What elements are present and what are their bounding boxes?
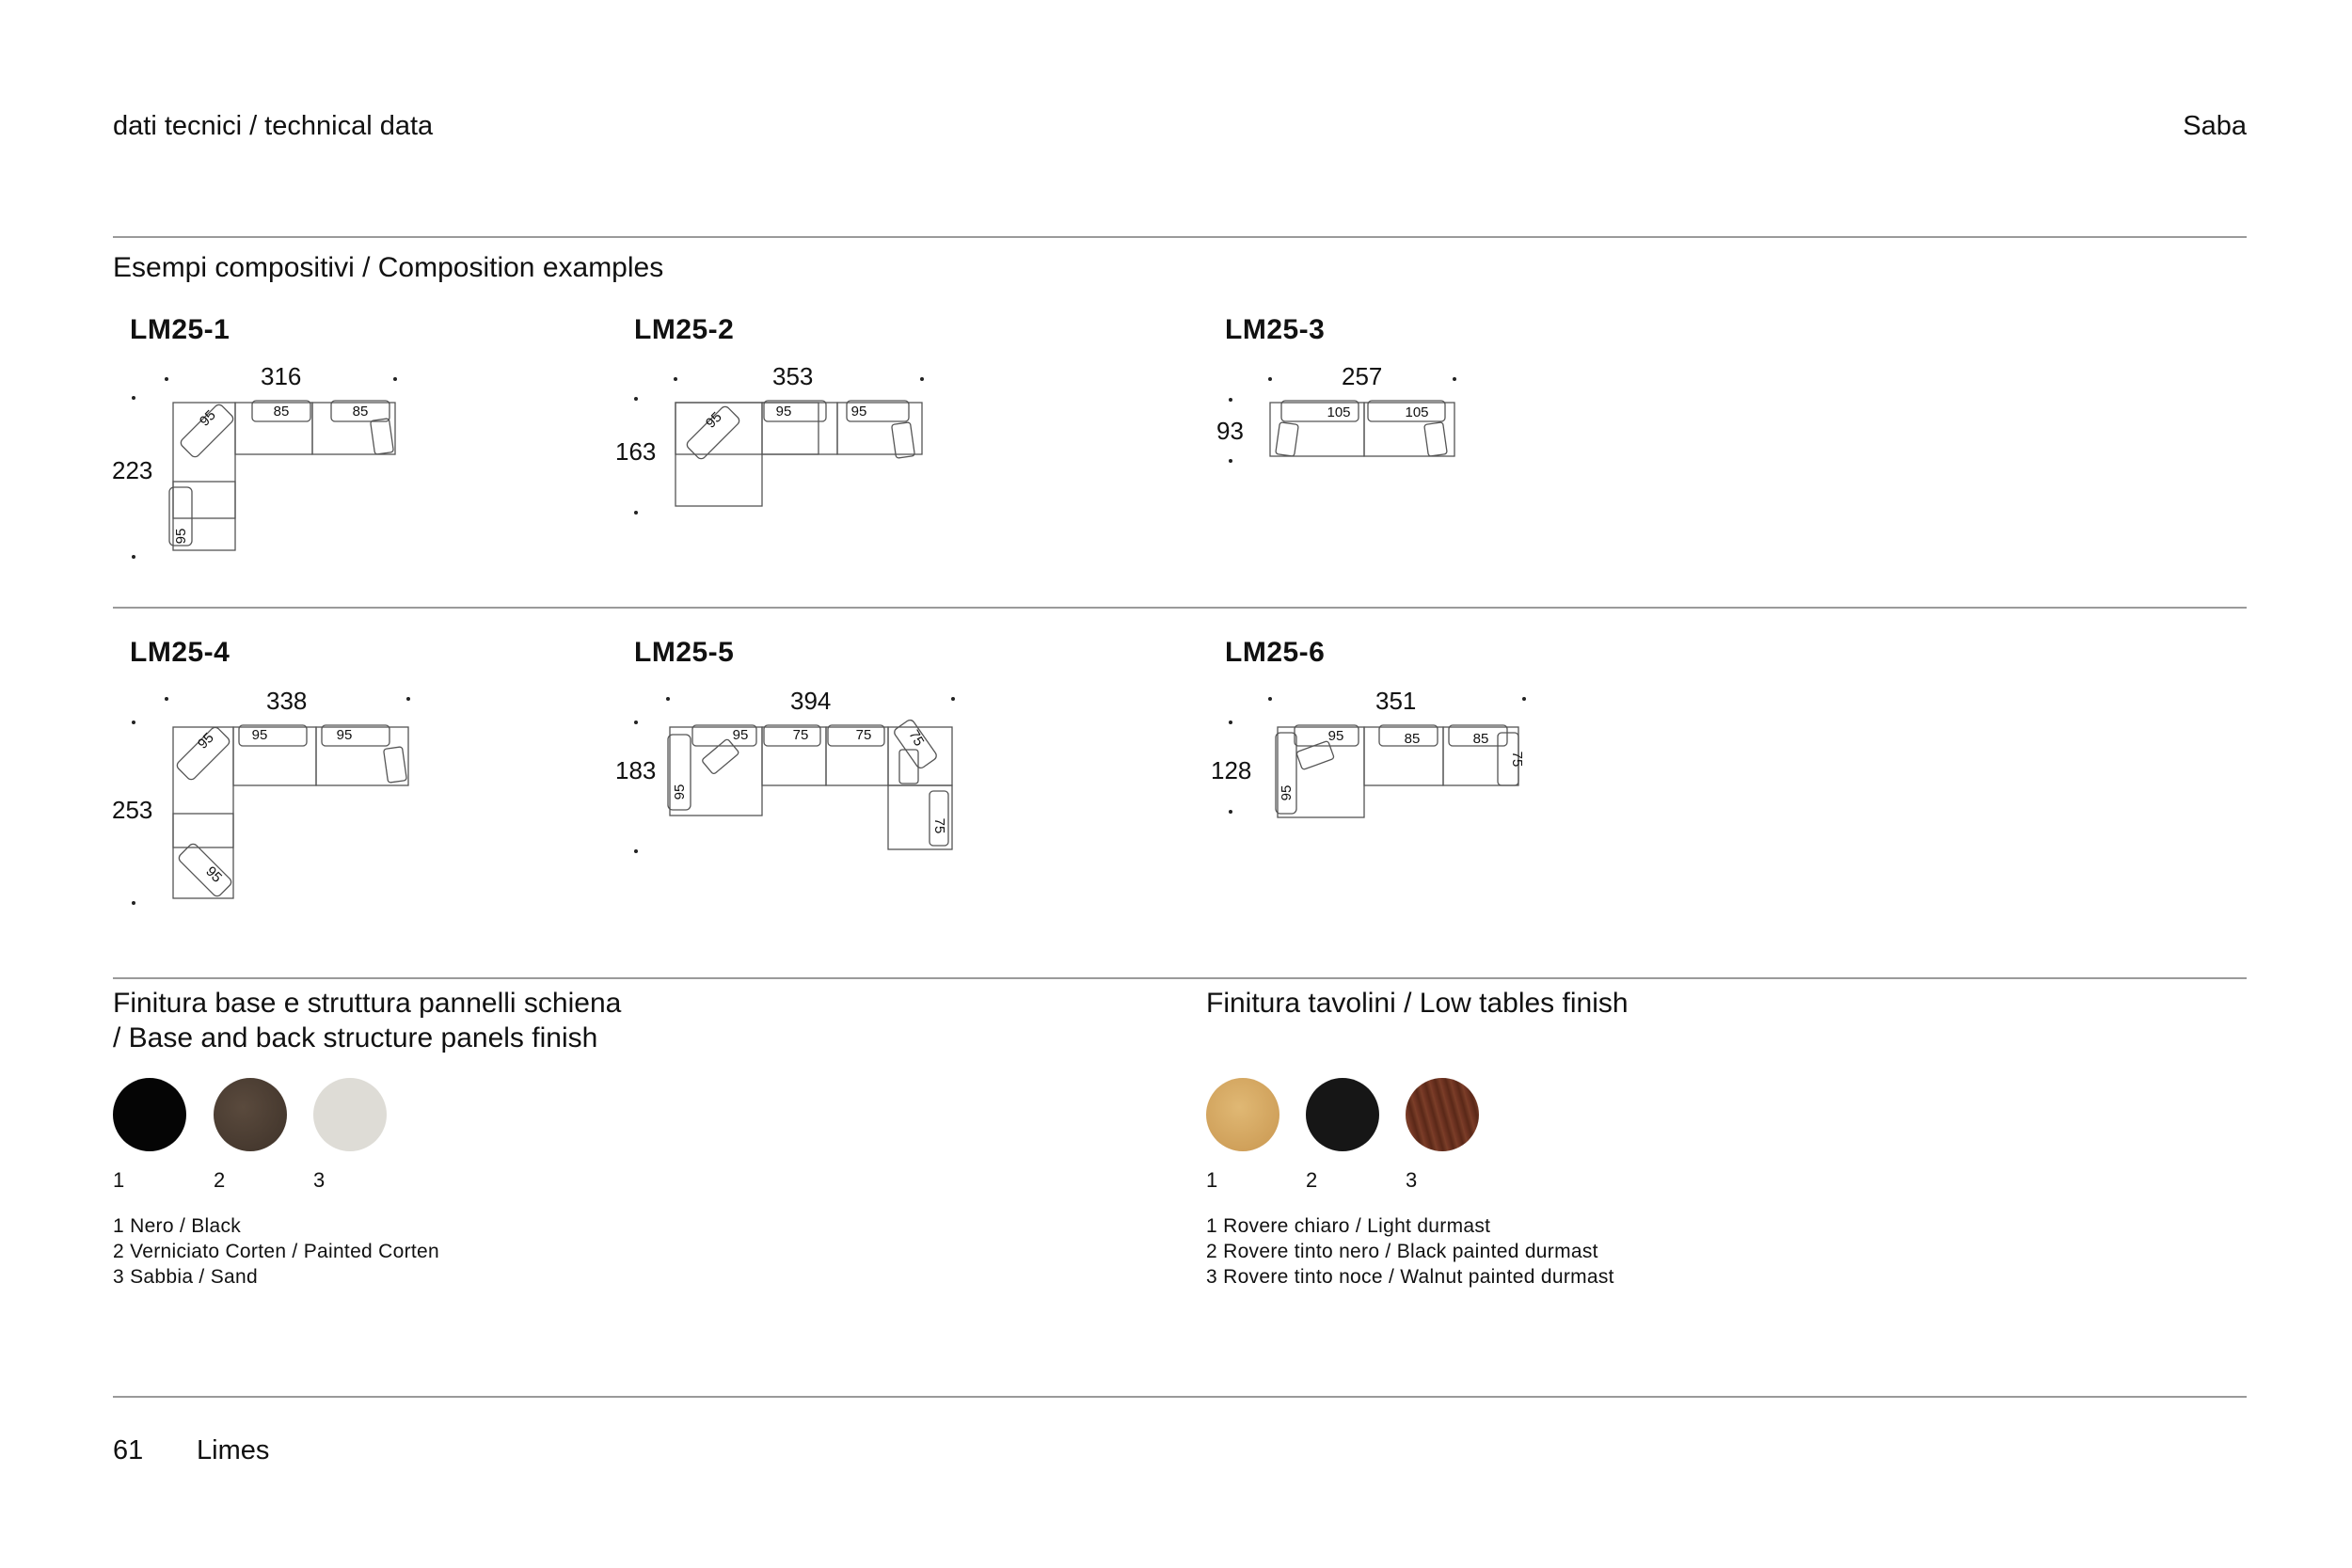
swatch-number: 3 [1406, 1168, 1418, 1192]
seat-label: 95 [202, 863, 226, 886]
seat-label: 95 [732, 727, 749, 743]
divider-middle [113, 607, 2247, 609]
finish-swatch-light-durmast [1206, 1078, 1279, 1151]
width-dimension: 257 [1342, 362, 1383, 390]
sofa-diagram-lm25-2 [621, 367, 941, 527]
finish-swatch-sand [313, 1078, 387, 1151]
finish-swatch-black [113, 1078, 186, 1151]
seat-label: 95 [251, 727, 268, 743]
seat-label: 95 [1327, 728, 1344, 744]
legend-item: 2 Verniciato Corten / Painted Corten [113, 1241, 439, 1262]
depth-dimension: 183 [615, 756, 657, 784]
depth-dimension: 223 [112, 456, 153, 484]
seat-label: 85 [1404, 731, 1421, 747]
seat-label: 95 [336, 727, 353, 743]
sofa-diagram-lm25-1 [113, 367, 414, 574]
seat-label: 95 [196, 406, 219, 430]
depth-dimension: 253 [112, 796, 153, 824]
legend-item: 1 Rovere chiaro / Light durmast [1206, 1215, 1491, 1237]
depth-dimension: 163 [615, 437, 657, 466]
base-finish-title-line1: Finitura base e struttura pannelli schiena [113, 988, 622, 1019]
base-finish-title-line2: / Base and back structure panels finish [113, 1022, 598, 1053]
composition-code: LM25-1 [130, 314, 230, 345]
tables-finish-legend [1206, 1213, 1614, 1290]
sofa-diagram-lm25-3 [1214, 367, 1477, 480]
seat-label: 85 [1472, 731, 1489, 747]
composition-code: LM25-3 [1225, 314, 1326, 345]
composition-code: LM25-5 [634, 637, 735, 668]
seat-label: 95 [775, 404, 792, 420]
seat-label: 95 [702, 408, 725, 432]
width-dimension: 338 [266, 687, 308, 715]
composition-code: LM25-4 [130, 637, 230, 668]
base-finish-title [113, 986, 621, 1055]
header-product-name: Saba [2183, 111, 2247, 141]
seat-label: 85 [273, 404, 290, 420]
compositions-title: Esempi compositivi / Composition examples [113, 252, 664, 283]
seat-label: 75 [931, 817, 947, 834]
swatch-number: 1 [113, 1168, 125, 1192]
finish-swatch-walnut-durmast [1406, 1078, 1479, 1151]
seat-label: 75 [792, 727, 809, 743]
swatch-number: 3 [313, 1168, 326, 1192]
legend-item: 2 Rovere tinto nero / Black painted durmast [1206, 1241, 1598, 1262]
legend-item: 3 Sabbia / Sand [113, 1266, 258, 1288]
tables-finish-title: Finitura tavolini / Low tables finish [1206, 988, 1629, 1019]
depth-dimension: 128 [1211, 756, 1252, 784]
seat-label: 105 [1327, 404, 1351, 420]
seat-label: 105 [1405, 404, 1429, 420]
width-dimension: 394 [790, 687, 832, 715]
legend-item: 1 Nero / Black [113, 1215, 242, 1237]
seat-label: 95 [672, 784, 688, 800]
base-finish-legend [113, 1213, 439, 1290]
width-dimension: 353 [772, 362, 814, 390]
seat-label: 75 [855, 727, 872, 743]
divider-top [113, 236, 2247, 238]
seat-label: 75 [905, 727, 928, 750]
header-section-title: dati tecnici / technical data [113, 111, 434, 141]
sofa-diagram-lm25-5 [621, 691, 969, 870]
seat-label: 75 [1509, 751, 1525, 768]
legend-item: 3 Rovere tinto noce / Walnut painted durmast [1206, 1266, 1614, 1288]
width-dimension: 351 [1375, 687, 1417, 715]
composition-code: LM25-2 [634, 314, 735, 345]
collection-name: Limes [197, 1435, 270, 1465]
swatch-number: 1 [1206, 1168, 1218, 1192]
seat-label: 95 [1279, 784, 1295, 801]
divider-footer [113, 1396, 2247, 1398]
seat-label: 95 [173, 528, 189, 545]
sofa-diagram-lm25-4 [113, 691, 423, 917]
seat-label: 85 [352, 404, 369, 420]
sofa-diagram-lm25-6 [1214, 691, 1534, 832]
page-number: 61 [113, 1435, 144, 1465]
swatch-number: 2 [214, 1168, 226, 1192]
divider-finishes [113, 977, 2247, 979]
composition-code: LM25-6 [1225, 637, 1326, 668]
seat-label: 95 [194, 729, 217, 752]
finish-swatch-black-durmast [1306, 1078, 1379, 1151]
width-dimension: 316 [261, 362, 302, 390]
finish-swatch-corten [214, 1078, 287, 1151]
swatch-number: 2 [1306, 1168, 1318, 1192]
depth-dimension: 93 [1216, 417, 1244, 445]
seat-label: 95 [850, 404, 867, 420]
